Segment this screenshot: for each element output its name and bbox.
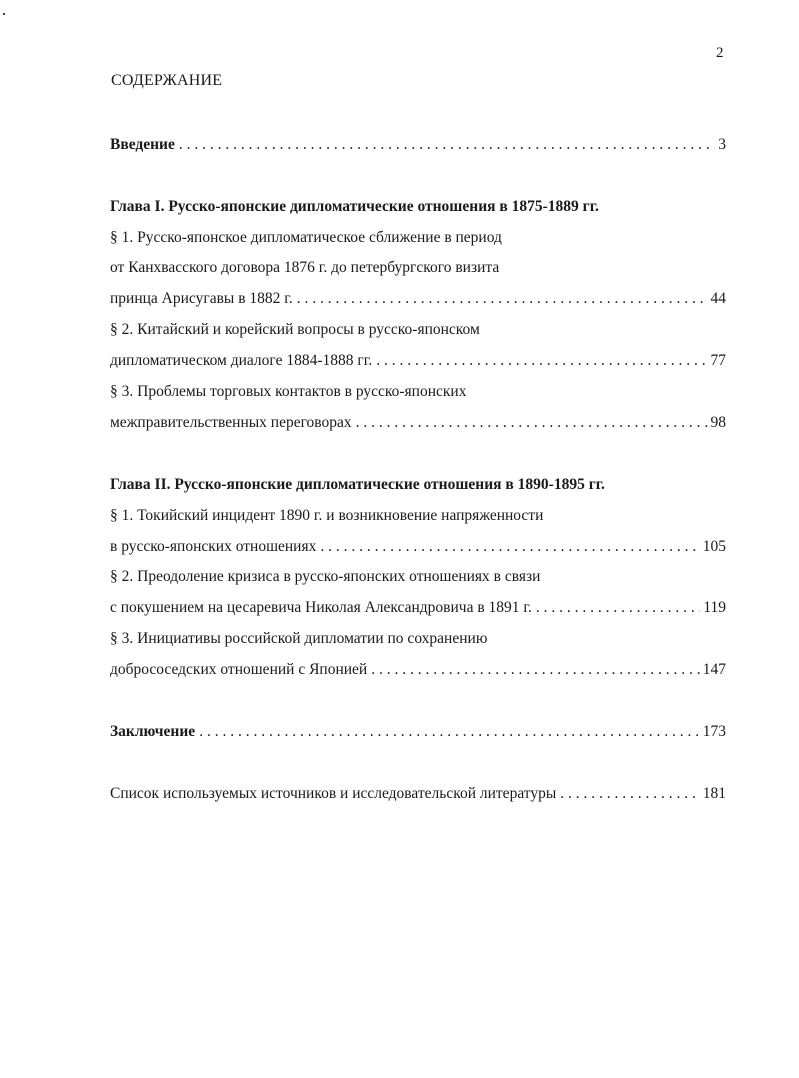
leader-dots	[376, 351, 707, 371]
toc-entry-page: 173	[702, 723, 726, 740]
leader-dots	[320, 537, 699, 557]
toc-title: СОДЕРЖАНИЕ	[111, 72, 223, 89]
toc-entry-label: дипломатическом диалоге 1884-1888 гг.	[110, 352, 373, 369]
toc-entry-label: с покушением на цесаревича Николая Александровича в 1891 г.	[110, 599, 532, 616]
toc-entry-page: 181	[702, 785, 726, 802]
page-number: 2	[716, 45, 724, 61]
toc-entry-text: § 3. Проблемы торговых контактов в русско-японских	[110, 383, 467, 400]
toc-entry-page: 3	[718, 136, 726, 153]
leader-dots	[536, 598, 700, 618]
leader-dots	[560, 784, 699, 804]
leader-dots	[199, 722, 700, 742]
toc-entry-label: Введение	[110, 136, 175, 153]
toc-entry-ch2-s2[interactable]	[110, 598, 726, 618]
toc-entry-page: 119	[703, 599, 726, 616]
toc-entry-page: 77	[710, 352, 726, 369]
toc-entry-ch1-s3[interactable]	[110, 413, 726, 433]
toc-entry-ch1-s2[interactable]	[110, 351, 726, 371]
toc-entry-text: § 3. Инициативы российской дипломатии по сохранению	[110, 630, 488, 647]
toc-entry-page: 147	[702, 661, 726, 678]
toc-entry-ch2-s3[interactable]	[110, 660, 726, 680]
toc-entry-text: § 2. Китайский и корейский вопросы в русско-японском	[110, 321, 480, 338]
toc-entry-page: 98	[710, 414, 726, 431]
toc-entry-text: § 1. Русско-японское дипломатическое сближение в период	[110, 229, 502, 246]
toc-entry-label: межправительственных переговорах	[110, 414, 352, 431]
chapter-2-title[interactable]: Глава II. Русско-японские дипломатические отношения в 1890-1895 гг.	[110, 476, 605, 493]
leader-dots	[371, 660, 700, 680]
leader-dots	[297, 289, 708, 309]
toc-entry-label: добрососедских отношений с Японией	[110, 661, 368, 678]
toc-entry-text: от Канхвасского договора 1876 г. до петербургского визита	[110, 259, 500, 276]
toc-entry-label: в русско-японских отношениях	[110, 538, 317, 555]
toc-entry-text: § 2. Преодоление кризиса в русско-японских отношениях в связи	[110, 568, 541, 585]
toc-entry-intro[interactable]	[110, 135, 726, 155]
toc-entry-ch2-s1[interactable]	[110, 537, 726, 557]
scan-speck	[3, 13, 5, 15]
toc-entry-page: 44	[710, 290, 726, 307]
toc-entry-label: принца Арисугавы в 1882 г.	[110, 290, 293, 307]
leader-dots	[356, 413, 708, 433]
toc-entry-label: Заключение	[110, 723, 196, 740]
toc-entry-sources[interactable]	[110, 784, 726, 804]
toc-entry-page: 105	[702, 538, 726, 555]
toc-entry-conclusion[interactable]	[110, 722, 726, 742]
toc-entry-label: Список используемых источников и исследовательской литературы	[110, 785, 557, 802]
toc-entry-ch1-s1[interactable]	[110, 289, 726, 309]
leader-dots	[179, 135, 715, 155]
chapter-1-title[interactable]: Глава I. Русско-японские дипломатические отношения в 1875-1889 гг.	[110, 198, 599, 215]
toc-entry-text: § 1. Токийский инцидент 1890 г. и возникновение напряженности	[110, 507, 544, 524]
